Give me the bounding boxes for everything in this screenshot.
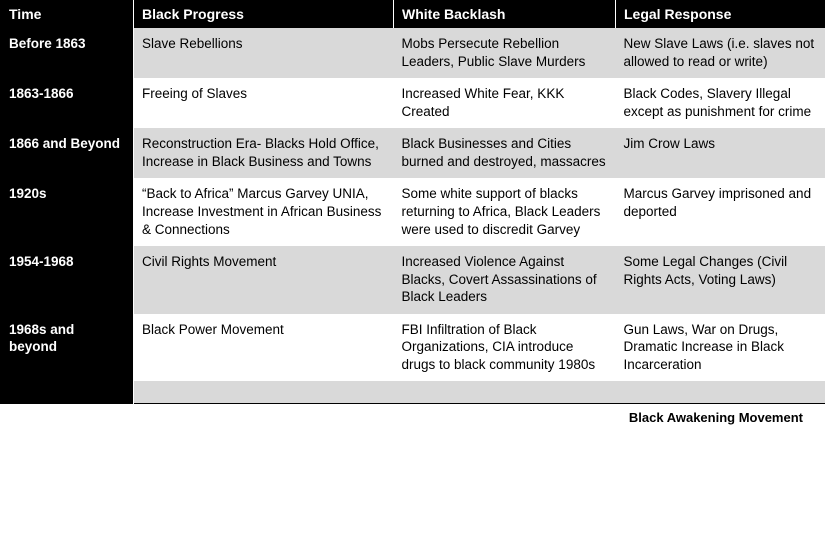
table-row [1,246,825,314]
table-row [1,28,825,78]
table-row [1,178,825,246]
spacer-cell [134,381,394,403]
cell-time: 1866 and Beyond [1,128,134,178]
cell-black-progress: Civil Rights Movement [134,246,394,314]
cell-time: 1968s and beyond [1,314,134,382]
cell-time: 1954-1968 [1,246,134,314]
column-header-legal-response: Legal Response [616,1,825,29]
spacer-time-cell [1,381,134,403]
table-spacer-row [1,381,825,403]
column-header-black-progress: Black Progress [134,1,394,29]
column-header-white-backlash: White Backlash [394,1,616,29]
cell-white-backlash: Mobs Persecute Rebellion Leaders, Public Slave Murders [394,28,616,78]
cell-white-backlash: Increased White Fear, KKK Created [394,78,616,128]
cell-white-backlash: FBI Infiltration of Black Organizations, CIA introduce drugs to black community 1980s [394,314,616,382]
cell-time: 1863-1866 [1,78,134,128]
cell-black-progress: “Back to Africa” Marcus Garvey UNIA, Increase Investment in African Business & Connections [134,178,394,246]
cell-black-progress: Slave Rebellions [134,28,394,78]
cell-black-progress: Black Power Movement [134,314,394,382]
cell-legal-response: Black Codes, Slavery Illegal except as punishment for crime [616,78,825,128]
cell-legal-response: Some Legal Changes (Civil Rights Acts, Voting Laws) [616,246,825,314]
spacer-cell [394,381,616,403]
cell-time: Before 1863 [1,28,134,78]
table-row [1,314,825,382]
table-header-row [1,1,825,29]
cell-white-backlash: Black Businesses and Cities burned and destroyed, massacres [394,128,616,178]
cell-white-backlash: Some white support of blacks returning to Africa, Black Leaders were used to discredit Garvey [394,178,616,246]
spacer-cell [616,381,825,403]
cell-black-progress: Freeing of Slaves [134,78,394,128]
table-caption: Black Awakening Movement [628,409,803,425]
cell-legal-response: Jim Crow Laws [616,128,825,178]
cell-legal-response: Marcus Garvey imprisoned and deported [616,178,825,246]
table-row [1,78,825,128]
cell-black-progress: Reconstruction Era- Blacks Hold Office, Increase in Black Business and Towns [134,128,394,178]
cell-legal-response: Gun Laws, War on Drugs, Dramatic Increase in Black Incarceration [616,314,825,382]
cell-legal-response: New Slave Laws (i.e. slaves not allowed to read or write) [616,28,825,78]
cell-white-backlash: Increased Violence Against Blacks, Covert Assassinations of Black Leaders [394,246,616,314]
cell-time: 1920s [1,178,134,246]
column-header-time: Time [1,1,134,29]
table-row [1,128,825,178]
